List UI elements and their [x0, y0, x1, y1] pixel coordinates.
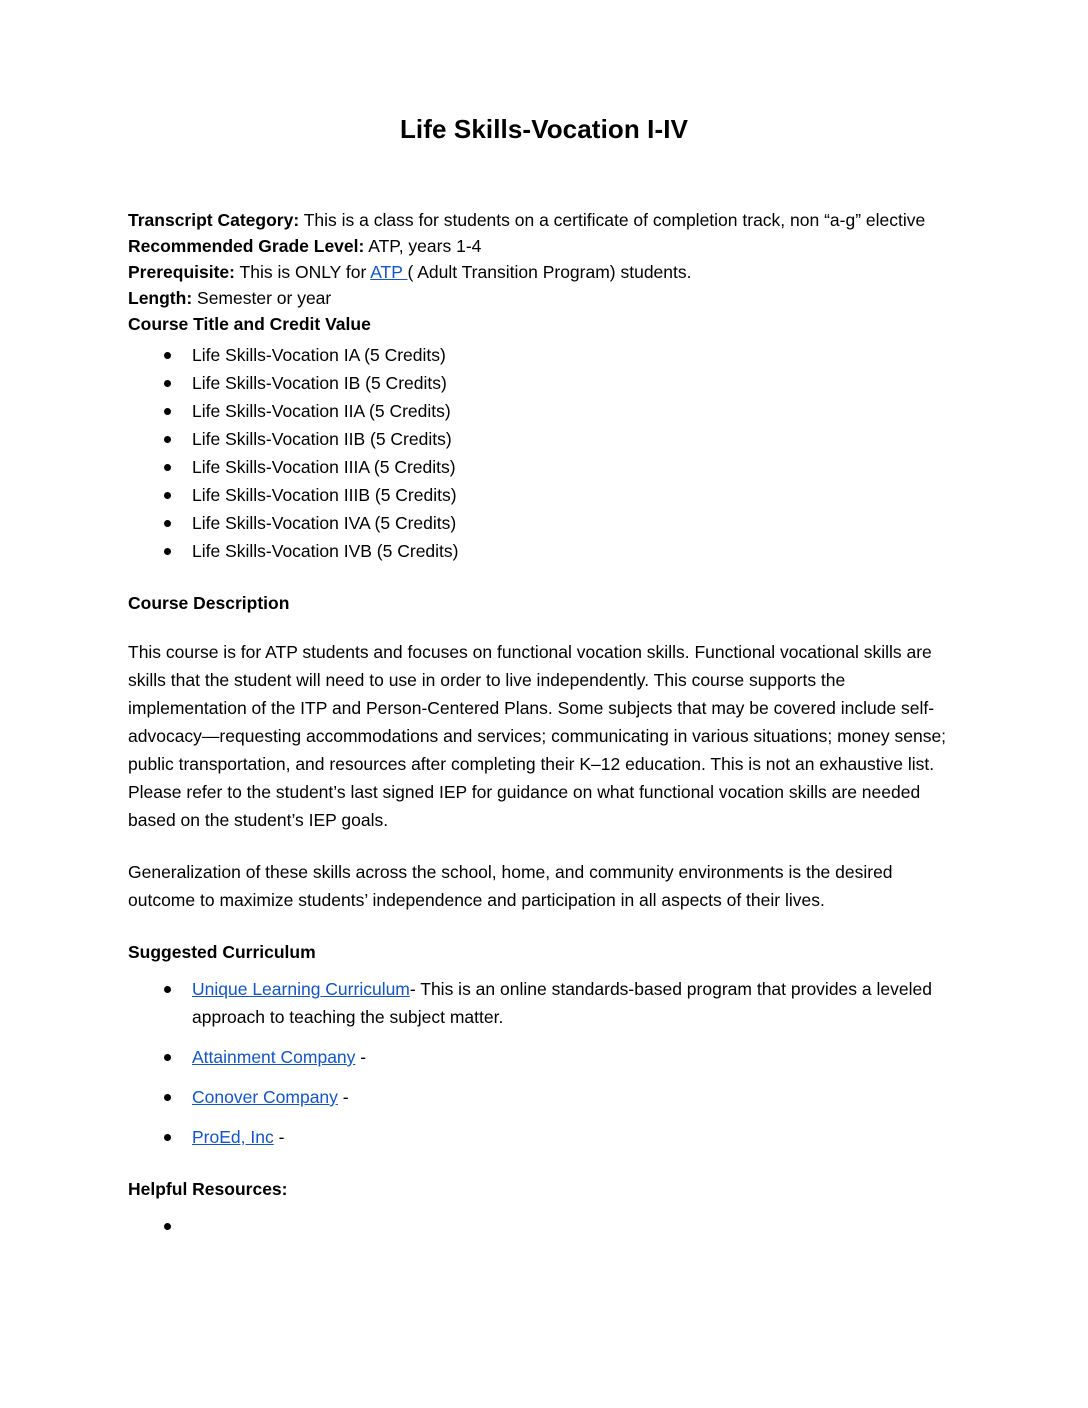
atp-link[interactable]: ATP: [370, 262, 408, 282]
list-item: Life Skills-Vocation IIIA (5 Credits): [128, 453, 960, 481]
length-line: [128, 285, 960, 311]
list-item: Life Skills-Vocation IVB (5 Credits): [128, 537, 960, 565]
credit-value-heading-text: Course Title and Credit Value: [128, 314, 371, 334]
prerequisite-line: [128, 259, 960, 285]
list-item: Life Skills-Vocation IA (5 Credits): [128, 341, 960, 369]
transcript-category-line: [128, 207, 960, 233]
transcript-category-value: This is a class for students on a certificate of completion track, non “a-g” elective: [299, 210, 926, 230]
list-item: Life Skills-Vocation IIA (5 Credits): [128, 397, 960, 425]
conover-company-link[interactable]: Conover Company: [192, 1087, 338, 1107]
prerequisite-label: Prerequisite:: [128, 262, 235, 282]
suggested-curriculum-list: [128, 975, 960, 1151]
list-item: Life Skills-Vocation IIB (5 Credits): [128, 425, 960, 453]
list-item: [128, 1123, 960, 1151]
list-item: Life Skills-Vocation IIIB (5 Credits): [128, 481, 960, 509]
course-credit-list: [128, 341, 960, 565]
list-item-text: -: [355, 1047, 367, 1067]
unique-learning-curriculum-link[interactable]: Unique Learning Curriculum: [192, 979, 410, 999]
recommended-grade-value: ATP, years 1-4: [364, 236, 482, 256]
list-item: Life Skills-Vocation IVA (5 Credits): [128, 509, 960, 537]
course-metadata: [128, 207, 960, 337]
credit-value-heading: [128, 311, 960, 337]
course-description-paragraph-2: Generalization of these skills across the school, home, and community environments is the desired outcome to maximize students’ independence and participation in all aspects of their lives.: [128, 862, 893, 910]
suggested-curriculum-heading: Suggested Curriculum: [128, 942, 316, 962]
prerequisite-text-pre: This is ONLY for: [234, 262, 371, 282]
list-item: Life Skills-Vocation IB (5 Credits): [128, 369, 960, 397]
list-item-text: -: [337, 1087, 349, 1107]
length-value: Semester or year: [192, 288, 332, 308]
helpful-resources-heading: Helpful Resources:: [128, 1179, 288, 1199]
list-item-text: -: [273, 1127, 285, 1147]
list-item: [128, 1083, 960, 1111]
prerequisite-text-post: ( Adult Transition Program) students.: [407, 262, 692, 282]
recommended-grade-label: Recommended Grade Level:: [128, 236, 365, 256]
attainment-company-link[interactable]: Attainment Company: [192, 1047, 356, 1067]
course-description-heading: Course Description: [128, 593, 290, 613]
course-description-paragraph-1: This course is for ATP students and focuses on functional vocation skills. Functional vocational skills are skills that the student will need to use in order to live independently. This course supports the implementation of the ITP and Person-Centered Plans. Some subjects that may be covered include self-advocacy—requesting accommodations and services; communicating in various situations; money sense; public transportation, and resources after completing their K–12 education. This is not an exhaustive list. Please refer to the student’s last signed IEP for guidance on what functional vocation skills are needed based on the student’s IEP goals.: [128, 642, 947, 830]
recommended-grade-line: [128, 233, 960, 259]
helpful-resources-list: [128, 1212, 960, 1234]
page-title: Life Skills-Vocation I-IV: [399, 114, 689, 144]
list-item: [128, 1043, 960, 1071]
length-label: Length:: [128, 288, 193, 308]
list-item: [128, 1212, 960, 1234]
list-item: [128, 975, 960, 1031]
transcript-category-label: Transcript Category:: [128, 210, 300, 230]
list-item-text: - This is an online standards-based program that provides a leveled approach to teaching the subject matter.: [192, 979, 932, 1027]
proed-inc-link[interactable]: ProEd, Inc: [192, 1127, 274, 1147]
